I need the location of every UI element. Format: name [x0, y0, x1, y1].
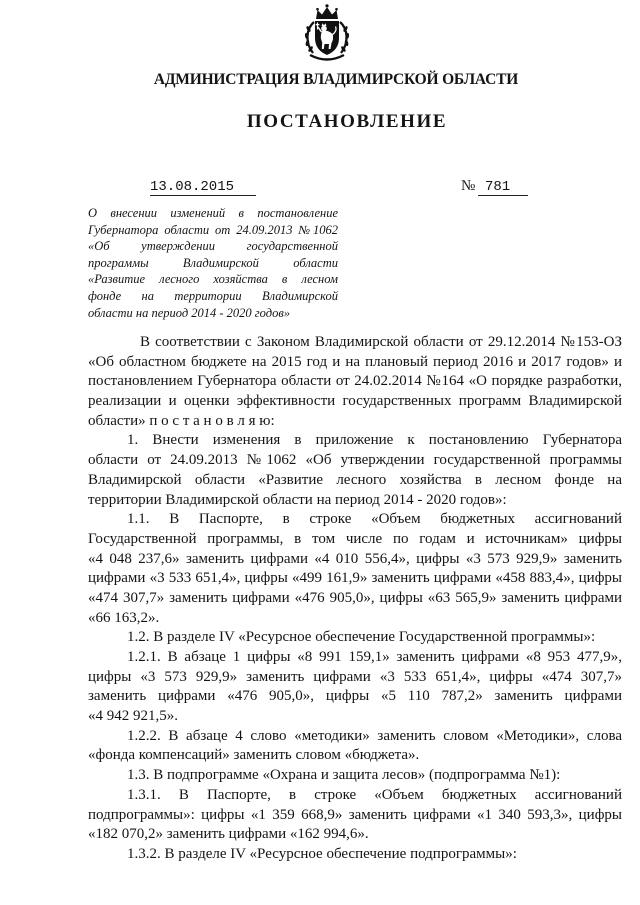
body-line: Государственной программы, в том числе по годам и источникам» цифры — [88, 530, 622, 547]
subject-line: Губернатора области от 24.09.2013 №1062 — [88, 222, 338, 237]
body-line: 1. Внести изменения в приложение к постановлению Губернатора — [127, 432, 622, 449]
coat-of-arms-icon — [301, 3, 353, 65]
body-line: «Об областном бюджете на 2015 год и на плановый период 2016 и 2017 годов» и — [88, 353, 622, 370]
body-line: подпрограммы»: цифры «1 359 668,9» заменить цифрами «1 340 593,3», цифры — [88, 806, 622, 823]
body-line: цифрами «3 533 651,4», цифры «499 161,9» заменить цифрами «458 883,4», цифры — [88, 570, 622, 587]
paragraph-item-1 — [88, 431, 622, 510]
subject-line: области на период 2014 - 2020 годов» — [88, 305, 291, 320]
organization-title: АДМИНИСТРАЦИЯ ВЛАДИМИРСКОЙ ОБЛАСТИ — [153, 71, 519, 88]
document-date: 13.08.2015 — [150, 179, 256, 196]
body-line: 1.1. В Паспорте, в строке «Объем бюджетных ассигнований — [127, 511, 622, 528]
paragraph-item-1-3-2 — [88, 845, 622, 865]
body-line: области от 24.09.2013 №1062 «Об утверждении государственной программы — [88, 452, 622, 469]
paragraph-item-1-1 — [88, 510, 622, 628]
body-line: области» п о с т а н о в л я ю: — [88, 412, 275, 429]
body-line: постановлением Губернатора области от 24.02.2014 №164 «О порядке разработки, — [88, 373, 622, 390]
body-line: цифры «3 573 929,9» заменить цифрами «3 533 651,4», цифры «474 307,7» — [88, 668, 622, 685]
body-line: Владимирской области «Развитие лесного хозяйства в лесном фонде на — [88, 471, 622, 488]
paragraph-item-1-2-2 — [88, 727, 622, 766]
body-line: 1.3.1. В Паспорте, в строке «Объем бюджетных ассигнований — [127, 786, 622, 803]
paragraph-item-1-2 — [88, 628, 622, 648]
body-line: «66 163,2». — [88, 609, 160, 626]
paragraph-preamble — [88, 333, 622, 431]
document-subject — [88, 205, 338, 321]
number-sign: № — [461, 178, 476, 194]
body-line: 1.3. В подпрограмме «Охрана и защита лесов» (подпрограмма №1): — [127, 767, 561, 784]
body-line: 1.2. В разделе IV «Ресурсное обеспечение Государственной программы»: — [127, 629, 596, 646]
body-line: заменить цифрами «476 905,0», цифры «5 110 787,2» заменить цифрами — [88, 688, 622, 705]
document-body — [88, 333, 622, 865]
body-line: территории Владимирской области на период 2014 - 2020 годов»: — [88, 491, 507, 508]
subject-line: фонде на территории Владимирской — [88, 288, 338, 303]
body-line: «фонда компенсаций» заменить словом «бюджета». — [88, 747, 420, 764]
body-line: 1.3.2. В разделе IV «Ресурсное обеспечение подпрограммы»: — [127, 845, 517, 862]
body-line: «182 070,2» заменить цифрами «162 994,6». — [88, 826, 369, 843]
document-number: 781 — [478, 179, 528, 196]
body-line: В соответствии с Законом Владимирской области от 29.12.2014 №153-ОЗ — [140, 334, 622, 350]
body-line: 1.2.1. В абзаце 1 цифры «8 991 159,1» заменить цифрами «8 953 477,9», — [127, 649, 622, 665]
body-line: «4 942 921,5». — [88, 708, 178, 725]
document-type-title: ПОСТАНОВЛЕНИЕ — [246, 111, 448, 132]
paragraph-item-1-2-1 — [88, 648, 622, 727]
subject-line: «Об утверждении государственной — [88, 239, 338, 254]
body-line: реализации и оценки эффективности государственных программ Владимирской — [88, 393, 622, 410]
body-line: «4 048 237,6» заменить цифрами «4 010 556,4», цифры «3 573 929,9» заменить — [88, 550, 622, 567]
paragraph-item-1-3 — [88, 766, 622, 786]
subject-line: программы Владимирской области — [88, 255, 338, 270]
body-line: 1.2.2. В абзаце 4 слово «методики» заменить словом «Методики», слова — [127, 727, 622, 744]
subject-line: О внесении изменений в постановление — [88, 206, 338, 220]
paragraph-item-1-3-1 — [88, 786, 622, 845]
body-line: «474 307,7» заменить цифрами «476 905,0», цифры «63 565,9» заменить цифрами — [88, 589, 622, 606]
subject-line: «Развитие лесного хозяйства в лесном — [88, 272, 338, 287]
